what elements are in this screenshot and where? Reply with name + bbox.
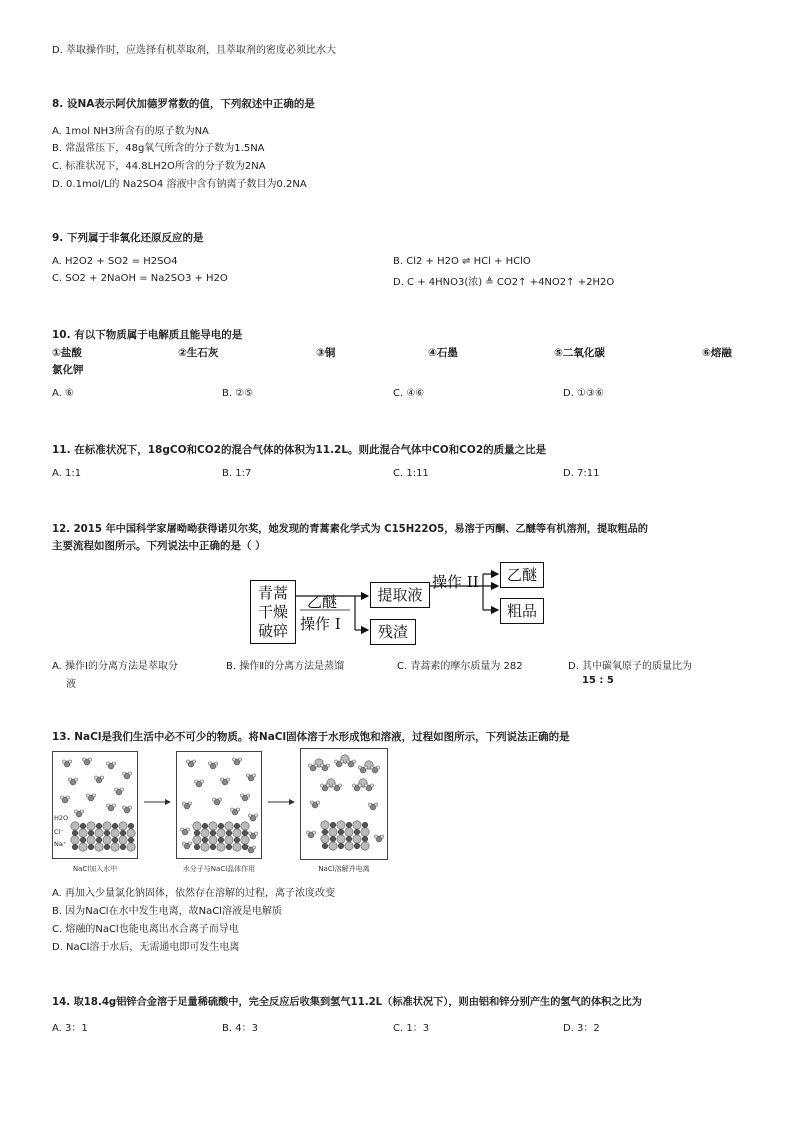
hydrogen-atom (128, 806, 131, 809)
flow-box-residue: 残渣 (370, 619, 416, 645)
sodium-ion (194, 844, 200, 850)
q10-option-a: A. ⑥ (52, 388, 74, 399)
sodium-ion (346, 822, 352, 828)
hydrogen-atom (380, 835, 383, 838)
q10-stem: 10. 有以下物质属于电解质且能导电的是 (52, 329, 243, 341)
hydrogen-atom (238, 758, 241, 761)
sodium-ion (362, 822, 368, 828)
hydrogen-atom (106, 762, 109, 765)
q12-stem-line2: 主要流程如图所示。下列说法中正确的是（ ） (52, 540, 266, 552)
sodium-ion (128, 823, 134, 829)
q10-option-c: C. ④⑥ (393, 388, 425, 399)
hydrogen-atom (246, 794, 249, 797)
q8-stem: 8. 设NA表示阿伏加德罗常数的值，下列叙述中正确的是 (52, 98, 315, 110)
chloride-ion (353, 835, 361, 843)
chloride-ion (95, 829, 103, 837)
flow-op1-label: 操作 I (300, 615, 341, 633)
hydrogen-atom (60, 796, 63, 799)
chloride-ion (95, 843, 103, 851)
hydrogen-atom (218, 798, 221, 801)
hydrogen-atom (106, 804, 109, 807)
sodium-ion (96, 837, 102, 843)
hydrogen-atom (128, 772, 131, 775)
chloride-ion (201, 843, 209, 851)
hydrogen-atom (254, 814, 257, 817)
hydrogen-atom (186, 760, 189, 763)
hydrogen-atom (314, 764, 317, 767)
sodium-ion (202, 837, 208, 843)
q10-item-6: ⑥熔融 (702, 347, 732, 359)
q13-stem: 13. NaCl是我们生活中必不可少的物质。将NaCl固体溶于水形成饱和溶液，过程如图所示，下列说法正确的是 (52, 731, 570, 743)
hydrogen-atom (214, 762, 217, 765)
hydrogen-atom (376, 766, 379, 769)
sodium-ion (218, 823, 224, 829)
hydrogen-atom (252, 846, 255, 849)
q14-option-b: B. 4：3 (222, 1023, 258, 1034)
hydrogen-atom (352, 784, 355, 787)
hydrogen-atom (88, 758, 91, 761)
chloride-ion (87, 836, 95, 844)
q12-option-d: D. 其中碳氧原子的质量比为 (568, 661, 693, 672)
sodium-ion (226, 844, 232, 850)
q8-option-a: A. 1mol NH3所含有的原子数为NA (52, 126, 209, 137)
q11-option-a: A. 1:1 (52, 468, 82, 479)
hydrogen-atom (334, 760, 337, 763)
chloride-ion (233, 829, 241, 837)
chloride-ion (209, 836, 217, 844)
q10-item-6-cont: 氯化钾 (52, 364, 84, 376)
chloride-ion (225, 822, 233, 830)
chloride-ion (193, 822, 201, 830)
hydrogen-atom (364, 784, 367, 787)
sodium-ion (330, 836, 336, 842)
hydrogen-atom (370, 766, 373, 769)
hydrogen-atom (320, 764, 323, 767)
panel-3-molecules (301, 749, 387, 859)
chloride-ion (233, 843, 241, 851)
sodium-ion (210, 830, 216, 836)
q9-option-d: D. C + 4HNO3(浓) ≜ CO2↑ +4NO2↑ +2H2O (393, 277, 615, 288)
q8-option-d: D. 0.1mol/L的 Na2SO4 溶液中含有钠离子数目为0.2NA (52, 179, 307, 190)
q9-option-a: A. H2O2 + SO2 = H2SO4 (52, 256, 178, 267)
hydrogen-atom (68, 760, 71, 763)
chloride-ion (225, 836, 233, 844)
hydrogen-atom (374, 803, 377, 806)
q12-stem-line1: 12. 2015 年中国科学家屠呦呦获得诺贝尔奖，她发现的青蒿素化学式为 C15H22O5，易溶于丙酮、乙醚等有机溶剂，提取粗品的 (52, 524, 648, 535)
chloride-ion (201, 829, 209, 837)
sodium-ion (234, 837, 240, 843)
hydrogen-atom (346, 760, 349, 763)
sodium-ion (120, 844, 126, 850)
sodium-ion (112, 823, 118, 829)
sodium-ion (72, 830, 78, 836)
sodium-ion (234, 823, 240, 829)
hydrogen-atom (92, 794, 95, 797)
hydrogen-atom (68, 778, 71, 781)
hydrogen-atom (320, 784, 323, 787)
hydrogen-atom (182, 802, 185, 805)
hydrogen-atom (312, 831, 315, 834)
label-cl: Cl⁻ (54, 828, 64, 836)
hydrogen-atom (248, 814, 251, 817)
hydrogen-atom (310, 801, 313, 804)
q9-option-c: C. SO2 + 2NaOH = Na2SO3 + H2O (52, 273, 228, 284)
sodium-ion (338, 843, 344, 849)
chloride-ion (329, 842, 337, 850)
q10-item-1: ①盐酸 (52, 347, 82, 359)
hydrogen-atom (226, 778, 229, 781)
sodium-ion (120, 830, 126, 836)
hydrogen-atom (374, 835, 377, 838)
hydrogen-atom (114, 788, 117, 791)
hydrogen-atom (82, 758, 85, 761)
q11-option-c: C. 1:11 (393, 468, 429, 479)
q12-flow-diagram (240, 558, 560, 654)
hydrogen-atom (368, 803, 371, 806)
hydrogen-atom (248, 832, 251, 835)
sodium-ion (242, 830, 248, 836)
chloride-ion (361, 828, 369, 836)
chloride-ion (361, 842, 369, 850)
hydrogen-atom (122, 772, 125, 775)
hydrogen-atom (112, 762, 115, 765)
hydrogen-atom (122, 806, 125, 809)
hydrogen-atom (232, 758, 235, 761)
q10-item-3: ③铜 (316, 347, 336, 359)
q13-option-d: D. NaCl溶于水后，无需通电即可发生电离 (52, 942, 240, 953)
hydrogen-atom (188, 802, 191, 805)
sodium-ion (194, 830, 200, 836)
flow-box-extract: 提取液 (370, 582, 430, 608)
hydrogen-atom (308, 764, 311, 767)
chloride-ion (217, 843, 225, 851)
sodium-ion (96, 823, 102, 829)
q13-option-c: C. 熔融的NaCl也能电离出水合离子而导电 (52, 924, 239, 935)
chloride-ion (71, 836, 79, 844)
chloride-ion (111, 829, 119, 837)
q10-option-b: B. ②⑤ (222, 388, 254, 399)
caption-3: NaCl溶解并电离 (318, 865, 370, 873)
q12-option-d-cont: 15 : 5 (582, 675, 614, 686)
chloride-ion (119, 836, 127, 844)
sodium-ion (72, 844, 78, 850)
chloride-ion (329, 828, 337, 836)
flow-box-ether: 乙醚 (500, 562, 544, 588)
q13-dissolution-diagram (52, 748, 392, 876)
label-na: Na⁺ (54, 840, 67, 848)
q14-option-c: C. 1：3 (393, 1023, 430, 1034)
q8-option-c: C. 标准状况下，44.8LH2O所含的分子数为2NA (52, 161, 266, 172)
hydrogen-atom (80, 810, 83, 813)
q9-stem: 9. 下列属于非氧化还原反应的是 (52, 232, 204, 244)
q13-option-b: B. 因为NaCl在水中发生电离，故NaCl溶液是电解质 (52, 906, 282, 917)
hydrogen-atom (236, 808, 239, 811)
hydrogen-atom (254, 832, 257, 835)
panel-3 (300, 748, 388, 860)
q7-option-d: D. 萃取操作时，应选择有机萃取剂，且萃取剂的密度必须比水大 (52, 45, 337, 56)
q10-item-2: ②生石灰 (178, 347, 219, 359)
flow-box-crude: 粗品 (500, 598, 544, 624)
chloride-ion (241, 836, 249, 844)
hydrogen-atom (62, 760, 65, 763)
sodium-ion (80, 823, 86, 829)
hydrogen-atom (338, 784, 341, 787)
sodium-ion (242, 844, 248, 850)
hydrogen-atom (370, 784, 373, 787)
hydrogen-atom (74, 778, 77, 781)
caption-2: 水分子与NaCl晶体作用 (182, 865, 256, 873)
q14-option-d: D. 3：2 (563, 1023, 600, 1034)
sodium-ion (330, 822, 336, 828)
sodium-ion (112, 837, 118, 843)
sodium-ion (338, 829, 344, 835)
hydrogen-atom (186, 828, 189, 831)
chloride-ion (119, 822, 127, 830)
hydrogen-atom (306, 831, 309, 834)
chloride-ion (345, 842, 353, 850)
chloride-ion (217, 829, 225, 837)
chloride-ion (321, 835, 329, 843)
caption-1: NaCl加入水中 (72, 865, 118, 873)
chloride-ion (337, 821, 345, 829)
q9-option-b: B. Cl2 + H2O ⇌ HCl + HClO (393, 256, 531, 267)
q12-option-b: B. 操作Ⅱ的分离方法是蒸馏 (226, 661, 345, 672)
chloride-ion (79, 829, 87, 837)
hydrogen-atom (230, 808, 233, 811)
chloride-ion (353, 821, 361, 829)
hydrogen-atom (100, 776, 103, 779)
q14-option-a: A. 3：1 (52, 1023, 88, 1034)
chloride-ion (337, 835, 345, 843)
sodium-ion (128, 837, 134, 843)
sodium-ion (104, 844, 110, 850)
q13-option-a: A. 再加入少量氯化钠固体，依然存在溶解的过程，离子浓度改变 (52, 888, 336, 899)
hydrogen-atom (180, 828, 183, 831)
sodium-ion (80, 837, 86, 843)
sodium-ion (354, 843, 360, 849)
label-h2o: H2O (54, 814, 69, 822)
q12-option-a: A. 操作Ⅰ的分离方法是萃取分 (52, 661, 178, 672)
hydrogen-atom (220, 778, 223, 781)
sodium-ion (322, 829, 328, 835)
hydrogen-atom (212, 798, 215, 801)
hydrogen-atom (200, 780, 203, 783)
chloride-ion (71, 822, 79, 830)
hydrogen-atom (182, 842, 185, 845)
hydrogen-atom (352, 760, 355, 763)
hydrogen-atom (120, 788, 123, 791)
chloride-ion (111, 843, 119, 851)
hydrogen-atom (194, 780, 197, 783)
start-line-2: 干燥 (257, 602, 288, 621)
start-line-3: 破碎 (257, 621, 288, 640)
hydrogen-atom (364, 766, 367, 769)
q11-stem: 11. 在标准状况下，18gCO和CO2的混合气体的体积为11.2L。则此混合气体中CO和CO2的质量之比是 (52, 444, 547, 456)
hydrogen-atom (112, 804, 115, 807)
q12-option-a-cont: 液 (66, 679, 76, 690)
sodium-ion (202, 823, 208, 829)
q10-item-4: ④石墨 (428, 347, 458, 359)
q14-stem: 14. 取18.4g铝锌合金溶于足量稀硫酸中，完全反应后收集到氢气11.2L（标准状况下），则由铝和锌分别产生的氢气的体积之比为 (52, 997, 642, 1008)
hydrogen-atom (240, 794, 243, 797)
hydrogen-atom (316, 801, 319, 804)
chloride-ion (103, 822, 111, 830)
q10-option-d: D. ①③⑥ (563, 388, 604, 399)
hydrogen-atom (326, 764, 329, 767)
chloride-ion (321, 821, 329, 829)
sodium-ion (226, 830, 232, 836)
sodium-ion (88, 830, 94, 836)
sodium-ion (322, 843, 328, 849)
chloride-ion (193, 836, 201, 844)
q8-option-b: B. 常温常压下，48g氧气所含的分子数为1.5NA (52, 143, 265, 154)
sodium-ion (104, 830, 110, 836)
panel-2-molecules (177, 752, 261, 858)
flow-op2-label: 操作 II (432, 573, 479, 591)
panel-2 (176, 751, 262, 859)
start-line-1: 青蒿 (257, 583, 288, 602)
q10-item-5: ⑤二氧化碳 (554, 347, 605, 359)
hydrogen-atom (188, 842, 191, 845)
chloride-ion (87, 822, 95, 830)
chloride-ion (241, 822, 249, 830)
hydrogen-atom (192, 760, 195, 763)
hydrogen-atom (326, 784, 329, 787)
flow-box-start (250, 580, 296, 644)
sodium-ion (88, 844, 94, 850)
hydrogen-atom (74, 810, 77, 813)
sodium-ion (218, 837, 224, 843)
q11-option-b: B. 1:7 (222, 468, 252, 479)
hydrogen-atom (332, 784, 335, 787)
hydrogen-atom (358, 766, 361, 769)
hydrogen-atom (66, 796, 69, 799)
chloride-ion (345, 828, 353, 836)
chloride-ion (209, 822, 217, 830)
chloride-ion (127, 843, 135, 851)
hydrogen-atom (340, 760, 343, 763)
sodium-ion (362, 836, 368, 842)
sodium-ion (346, 836, 352, 842)
sodium-ion (210, 844, 216, 850)
flow-reagent-label: 乙醚 (307, 593, 338, 611)
chloride-ion (127, 829, 135, 837)
q12-option-c: C. 青蒿素的摩尔质量为 282 (397, 661, 523, 672)
q11-option-d: D. 7:11 (563, 468, 600, 479)
hydrogen-atom (208, 762, 211, 765)
hydrogen-atom (94, 776, 97, 779)
chloride-ion (79, 843, 87, 851)
hydrogen-atom (358, 784, 361, 787)
hydrogen-atom (246, 774, 249, 777)
chloride-ion (103, 836, 111, 844)
sodium-ion (354, 829, 360, 835)
hydrogen-atom (252, 774, 255, 777)
hydrogen-atom (86, 794, 89, 797)
